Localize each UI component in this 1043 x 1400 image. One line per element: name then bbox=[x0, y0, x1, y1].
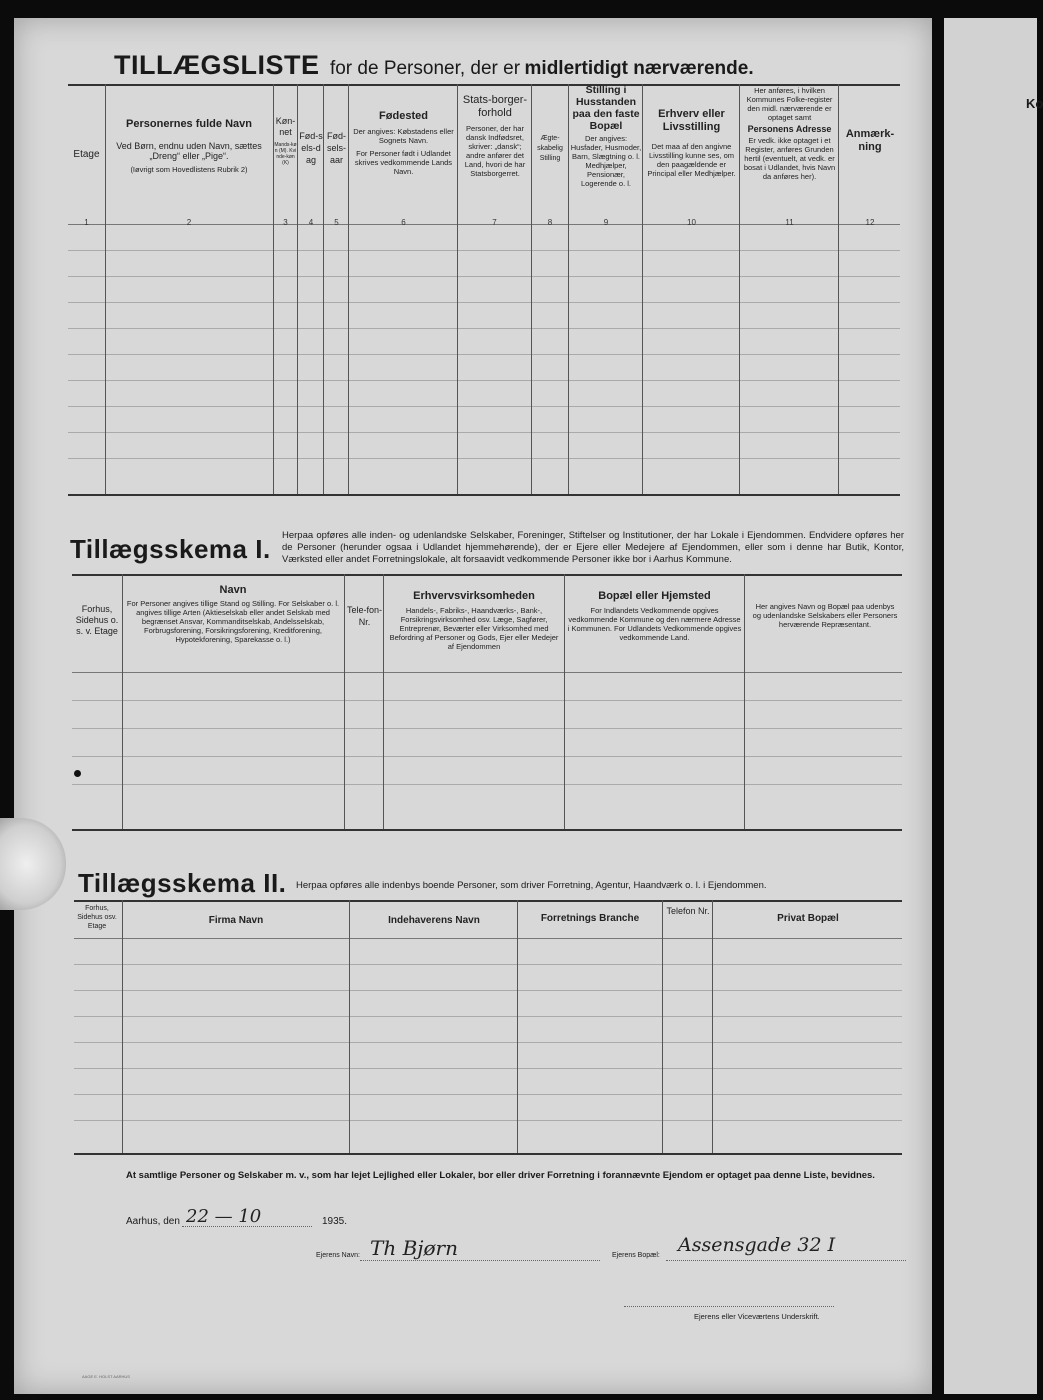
skema2-intro: Herpaa opføres alle indenbys boende Personer, som driver Forretning, Agentur, Haandværk o. l. i Ejendommen. bbox=[296, 880, 767, 891]
declaration: At samtlige Personer og Selskaber m. v., som har lejet Lejlighed eller Lokaler, bor eller driver Forretning i forannævnte Ejendom er optaget paa denne Liste, bevidnes. bbox=[126, 1170, 875, 1181]
col-number: 11 bbox=[785, 218, 794, 227]
col-occupation-header: Erhverv eller Livsstilling Det maa af den angivne Livsstilling kunne ses, om den paagældende er Principal eller Medhjælper. bbox=[647, 108, 736, 178]
skema2-col-branch: Forretnings Branche bbox=[540, 913, 640, 924]
col-number: 9 bbox=[603, 218, 609, 227]
col-sex-header: Køn-net Mands-køn (M). Kvinde-køn (K) bbox=[274, 116, 297, 166]
skema2-col-owner: Indehaverens Navn bbox=[388, 915, 480, 926]
col-citizenship-header: Stats-borger-forhold Personer, der har dansk Indfødsret, skriver: „dansk“; andre anfører det Land, hvori de har Statsborgerret. bbox=[462, 94, 528, 178]
col-number: 5 bbox=[334, 218, 339, 227]
col-number: 2 bbox=[186, 218, 192, 227]
skema1-col-name: Navn For Personer angives tillige Stand og Stilling. For Selskaber o. l. angives tillige Arten (Aktieselskab eller andet Selskab med begrænset Ansvar, Kommanditselskab, Andelsselskab, Forbrugsforening, Forsikringsforening, Kreditforening, Hypotekforening, Sparekasse o. l.) bbox=[126, 584, 340, 644]
skema1-col-etage: Forhus, Sidehus o. s. v. Etage bbox=[75, 604, 119, 636]
owner-addr-label: Ejerens Bopæl: bbox=[612, 1252, 660, 1259]
next-page-fragment: Ko bbox=[1026, 96, 1043, 111]
col-marital-header: Ægte-skabelig Stilling bbox=[537, 135, 563, 162]
owner-name-handwritten: Th Bjørn bbox=[370, 1236, 458, 1260]
skema1-col-phone: Tele-fon-Nr. bbox=[346, 605, 382, 627]
col-birthplace-header: Fødested Der angives: Købstadens eller Sognets Navn. For Personer født i Udlandet skrives vedkommende Lands Navn. bbox=[353, 110, 454, 176]
skema1-title: Tillægsskema I. bbox=[70, 534, 271, 564]
col-birthday-header: Fød-sels-dag bbox=[299, 131, 323, 165]
skema2-col-private-address: Privat Bopæl bbox=[777, 913, 839, 924]
date-handwritten: 22 — 10 bbox=[186, 1206, 262, 1227]
main-title-bold2: midlertidigt nærværende. bbox=[524, 58, 754, 79]
owner-address-handwritten: Assensgade 32 I bbox=[678, 1234, 836, 1256]
col-number: 7 bbox=[492, 218, 497, 227]
skema1-col-representative: Her angives Navn og Bopæl paa udenbys og udenlandske Selskabers eller Personers herværende Repræsentant. bbox=[752, 602, 898, 629]
col-number: 3 bbox=[283, 218, 288, 227]
form-page bbox=[14, 18, 932, 1394]
printer-mark: AAGE E. HOLST AARHUS bbox=[82, 1374, 130, 1379]
skema2-title: Tillægsskema II. bbox=[78, 868, 287, 898]
owner-name-label: Ejerens Navn: bbox=[316, 1252, 360, 1259]
punch-hole bbox=[74, 770, 81, 777]
skema2-col-etage: Forhus, Sidehus osv. Etage bbox=[77, 905, 117, 930]
col-number: 1 bbox=[84, 218, 89, 227]
col-household-header: Stilling i Husstanden paa den faste Bopæl Der angives: Husfader, Husmoder, Barn, Slægtning o. l. Medhjælper, Pensionær, Logerende o. l. bbox=[570, 84, 642, 188]
place-label: Aarhus, den bbox=[126, 1216, 180, 1227]
signature-label: Ejerens eller Viceværtens Underskrift. bbox=[694, 1312, 820, 1321]
next-page-edge bbox=[944, 18, 1043, 1394]
col-remark-header: Anmærk-ning bbox=[845, 128, 895, 153]
col-address-header: Her anføres, i hvilken Kommunes Folke-register den midl. nærværende er optaget samt Personens Adresse Er vedk. ikke optaget i et Register, anføres Grunden hertil (eventuelt, at vedk. er bosat i Udlandet, hvis Navn da anføres her). bbox=[743, 86, 836, 181]
col-etage-header: Etage bbox=[73, 149, 100, 160]
col-number: 8 bbox=[547, 218, 553, 227]
skema1-col-residence: Bopæl eller Hjemsted For Indlandets Vedkommende opgives vedkommende Kommune og den nærmere Adresse i Kommunen. For Udlandets Vedkommende opgives vedkommende Land. bbox=[567, 590, 742, 642]
col-number: 4 bbox=[308, 218, 314, 227]
col-number: 12 bbox=[865, 218, 875, 227]
col-number: 6 bbox=[401, 218, 406, 227]
main-title bbox=[114, 50, 754, 81]
skema1-col-business: Erhvervsvirksomheden Handels-, Fabriks-, Haandværks-, Bank-, Forsikringsvirksomhed osv. Læge, Sagfører, Entreprenør, Beværter eller Virksomhed med Befordring af Personer og Gods, Ejer eller Medejer af Ejendommen bbox=[389, 590, 559, 651]
col-number: 10 bbox=[687, 218, 696, 227]
main-title-bold: TILLÆGSLISTE bbox=[114, 50, 320, 80]
skema2-col-phone: Telefon Nr. bbox=[666, 906, 710, 916]
year: 1935. bbox=[322, 1216, 348, 1227]
col-birthyear-header: Fød-sels-aar bbox=[326, 131, 346, 165]
col-name-header: Personernes fulde Navn Ved Børn, endnu uden Navn, sættes „Dreng“ eller „Pige“. (Iøvrigt som Hovedlistens Rubrik 2) bbox=[116, 118, 262, 174]
skema1-intro: Herpaa opføres alle inden- og udenlandske Selskaber, Foreninger, Stiftelser og Institutioner, der har Lokale i Ejendommen. Endvidere opføres her de Personer (herunder ogsaa i Udlandet hjemmehørende), der er Ejere eller Medejere af Ejendommen, eller som i denne har Butik, Kontor, Værksted eller andet Forretningslokale, alt forsaavidt vedkommende Personer ikke bor i Aarhus Kommune. bbox=[282, 530, 904, 565]
skema2-col-firm: Firma Navn bbox=[208, 915, 264, 926]
main-title-rest: for de Personer, der er bbox=[329, 58, 521, 79]
